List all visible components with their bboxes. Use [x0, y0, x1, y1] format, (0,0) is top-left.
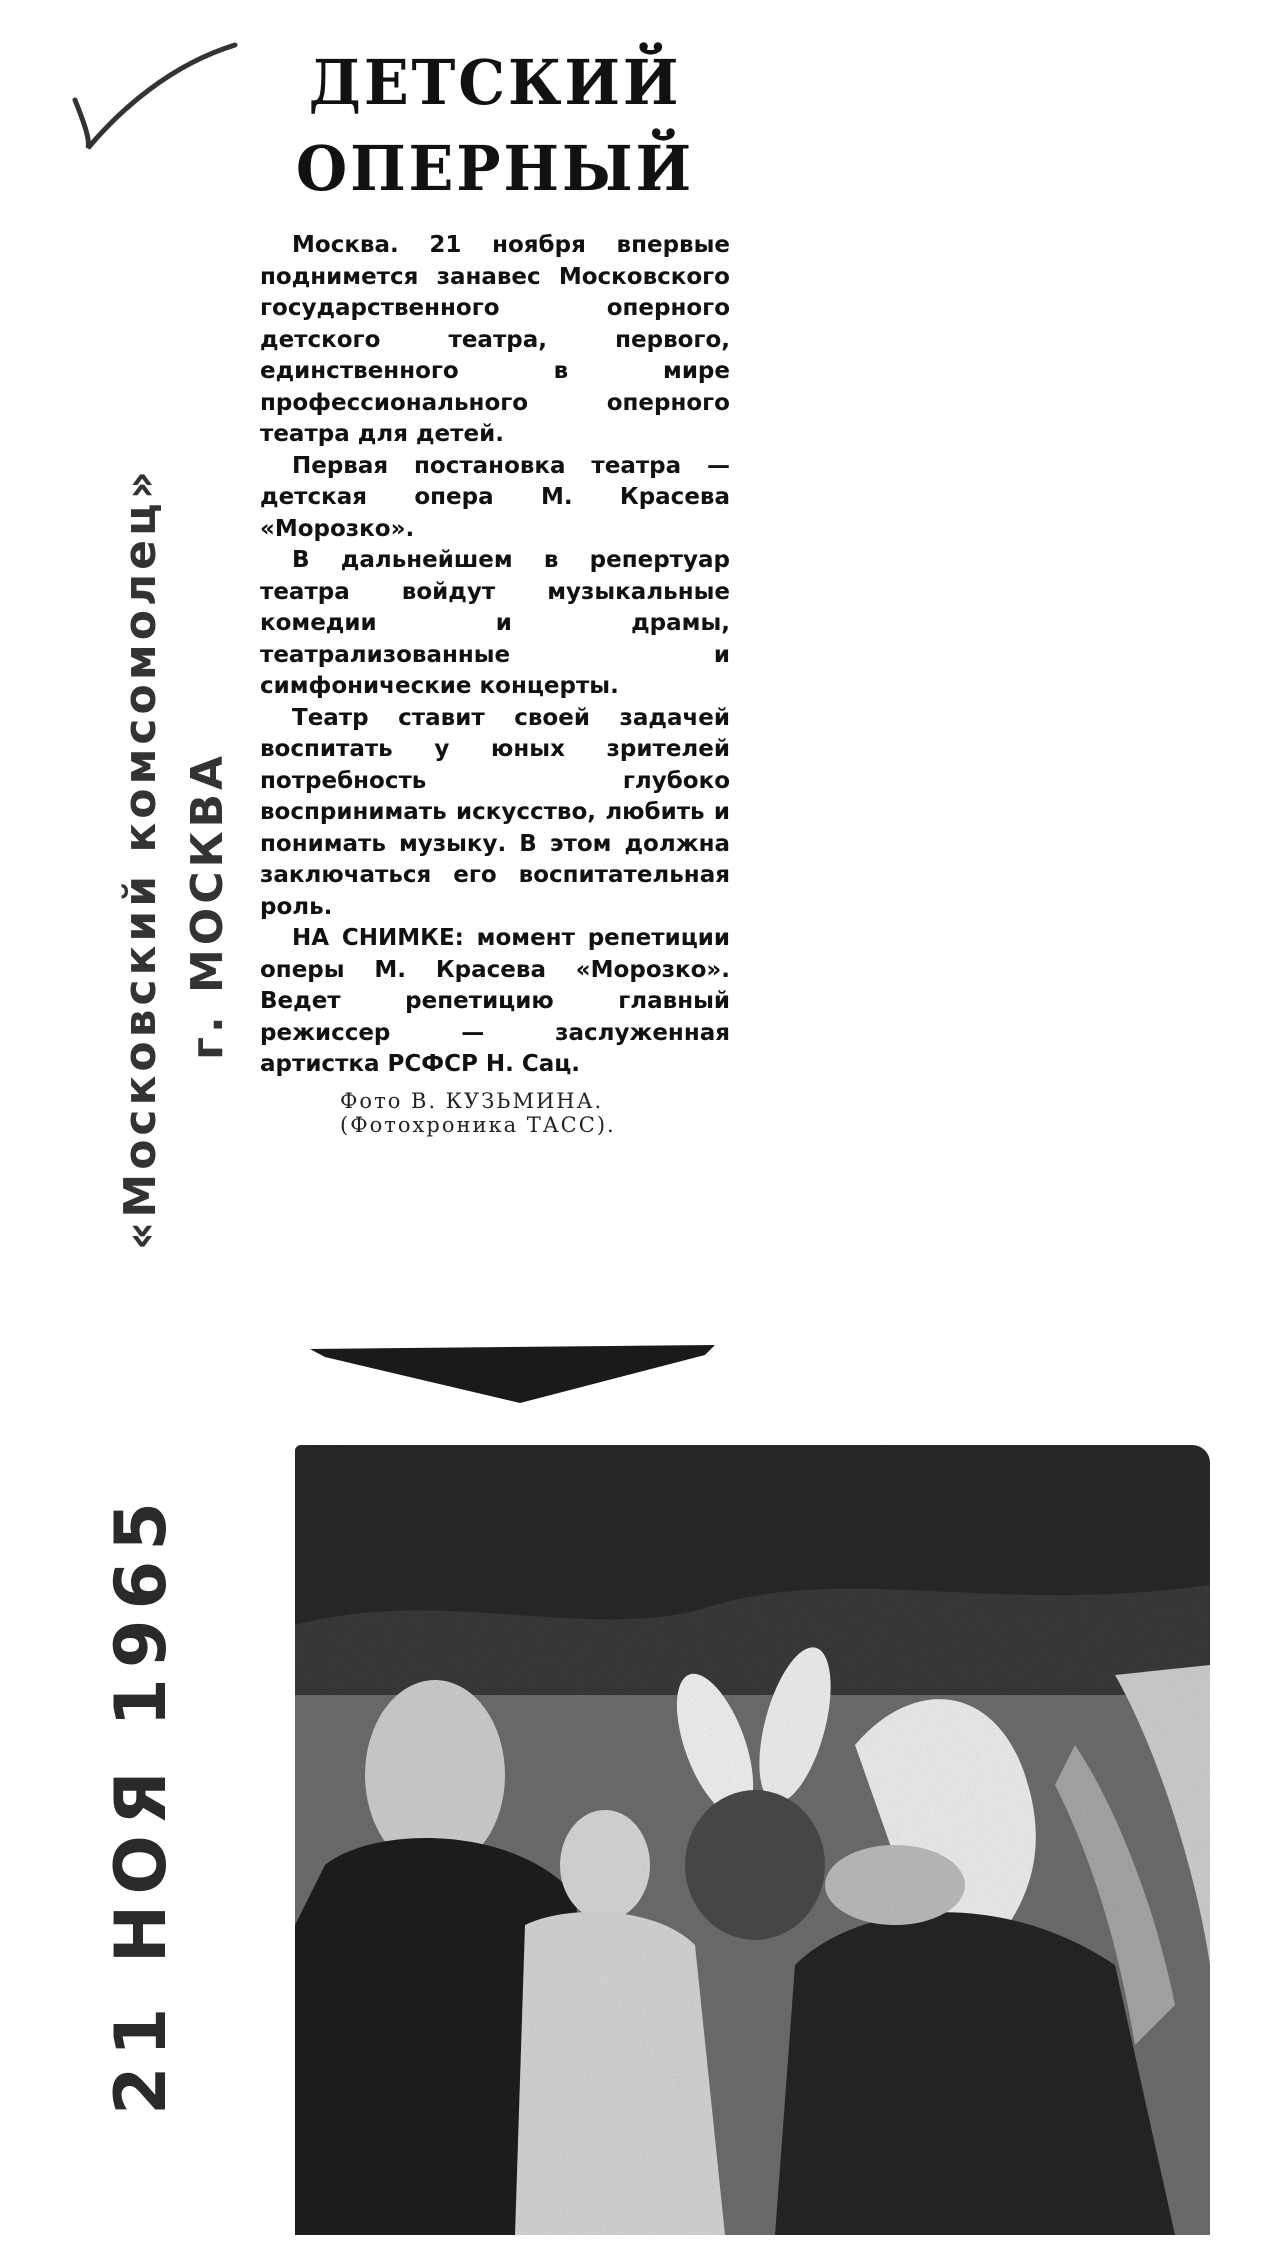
down-arrow-icon — [310, 1345, 715, 1405]
date-stamp: 21 НОЯ 1965 — [100, 1492, 182, 2115]
article-paragraph: Первая постановка театра — детская опера М. Красева «Морозко». — [260, 452, 730, 542]
rehearsal-photo — [295, 1445, 1210, 2235]
headline-line-1: ДЕТСКИЙ — [308, 46, 682, 119]
city-stamp: г. МОСКВА — [182, 751, 233, 1060]
handwritten-checkmark — [70, 40, 250, 160]
article-body — [260, 230, 730, 1081]
article-headline — [272, 40, 719, 212]
photo-caption: НА СНИМКЕ: момент репетиции оперы М. Красева «Морозко». Ведет репетицию главный режиссер — заслуженная артистка РСФСР Н. Сац. — [260, 925, 730, 1077]
photo-credit-agency: (Фотохроника ТАСС). — [340, 1112, 616, 1137]
article-paragraph: В дальнейшем в репертуар театра войдут музыкальные комедии и драмы, театрализованные и симфонические концерты. — [260, 547, 730, 699]
photo-credit-author: Фото В. КУЗЬМИНА. — [340, 1088, 604, 1113]
photo-credit — [340, 1089, 730, 1137]
article-paragraph: Театр ставит своей задачей воспитать у юных зрителей потребность глубоко воспринимать искусство, любить и понимать музыку. В этом должна заключаться его воспитательная роль. — [260, 704, 730, 920]
article — [260, 40, 730, 1137]
article-paragraph: Москва. 21 ноября впервые поднимется занавес Московского государственного оперного детского театра, первого, единственного в мире профессионального оперного театра для детей. — [260, 232, 730, 447]
headline-line-2: ОПЕРНЫЙ — [295, 132, 695, 205]
newspaper-name-stamp: «Московский комсомолец» — [115, 466, 166, 1250]
